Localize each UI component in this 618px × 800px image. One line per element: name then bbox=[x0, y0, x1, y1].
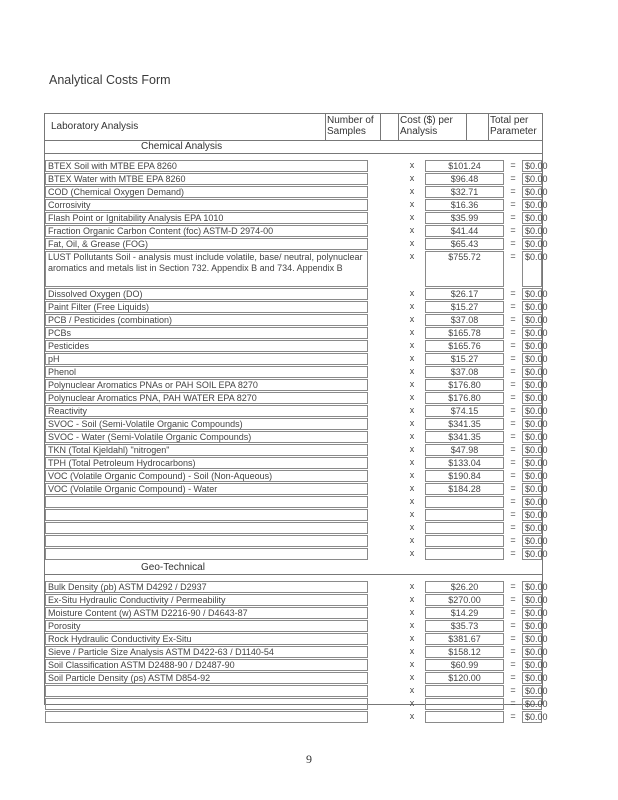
cost-cell: $74.15 bbox=[425, 405, 504, 417]
samples-multiplier: x bbox=[409, 353, 415, 363]
analysis-name-cell bbox=[45, 685, 368, 697]
cost-cell: $96.48 bbox=[425, 173, 504, 185]
equals-sign: = bbox=[510, 199, 516, 209]
equals-sign: = bbox=[510, 470, 516, 480]
equals-sign: = bbox=[510, 535, 516, 545]
table-row bbox=[45, 327, 548, 339]
table-row bbox=[45, 238, 548, 250]
equals-sign: = bbox=[510, 340, 516, 350]
analysis-name-cell: Soil Particle Density (ρs) ASTM D854-92 bbox=[45, 672, 368, 684]
page-number: 9 bbox=[306, 752, 312, 766]
total-cell: $0.00 bbox=[522, 633, 542, 645]
samples-multiplier: x bbox=[409, 379, 415, 389]
analysis-name-cell: Fat, Oil, & Grease (FOG) bbox=[45, 238, 368, 250]
header-divider bbox=[325, 114, 326, 140]
equals-sign: = bbox=[510, 698, 516, 708]
equals-sign: = bbox=[510, 444, 516, 454]
samples-multiplier: x bbox=[409, 173, 415, 183]
samples-multiplier: x bbox=[409, 457, 415, 467]
table-row bbox=[45, 594, 548, 606]
total-cell: $0.00 bbox=[522, 444, 542, 456]
table-row bbox=[45, 173, 548, 185]
section-header bbox=[45, 140, 542, 154]
header-divider bbox=[466, 114, 467, 140]
table-row bbox=[45, 522, 548, 534]
table-row bbox=[45, 581, 548, 593]
cost-cell bbox=[425, 509, 504, 521]
equals-sign: = bbox=[510, 160, 516, 170]
samples-multiplier: x bbox=[409, 659, 415, 669]
analysis-name-cell: VOC (Volatile Organic Compound) - Water bbox=[45, 483, 368, 495]
cost-cell: $60.99 bbox=[425, 659, 504, 671]
cost-cell: $47.98 bbox=[425, 444, 504, 456]
cost-cell: $120.00 bbox=[425, 672, 504, 684]
analysis-name-cell: Ex-Situ Hydraulic Conductivity / Permeability bbox=[45, 594, 368, 606]
cost-cell: $26.17 bbox=[425, 288, 504, 300]
cost-cell: $176.80 bbox=[425, 392, 504, 404]
total-cell: $0.00 bbox=[522, 301, 542, 313]
samples-multiplier: x bbox=[409, 581, 415, 591]
equals-sign: = bbox=[510, 620, 516, 630]
equals-sign: = bbox=[510, 225, 516, 235]
samples-multiplier: x bbox=[409, 251, 415, 261]
cost-cell: $190.84 bbox=[425, 470, 504, 482]
total-cell: $0.00 bbox=[522, 594, 542, 606]
cost-cell: $35.73 bbox=[425, 620, 504, 632]
table-row bbox=[45, 457, 548, 469]
samples-multiplier: x bbox=[409, 392, 415, 402]
header-cost-per-analysis: Cost ($) per Analysis bbox=[400, 115, 453, 137]
cost-cell: $270.00 bbox=[425, 594, 504, 606]
analysis-name-cell: Polynuclear Aromatics PNAs or PAH SOIL EPA 8270 bbox=[45, 379, 368, 391]
analysis-name-cell: Phenol bbox=[45, 366, 368, 378]
equals-sign: = bbox=[510, 457, 516, 467]
cost-cell: $165.78 bbox=[425, 327, 504, 339]
table-row bbox=[45, 301, 548, 313]
equals-sign: = bbox=[510, 581, 516, 591]
samples-multiplier: x bbox=[409, 327, 415, 337]
cost-cell: $381.67 bbox=[425, 633, 504, 645]
equals-sign: = bbox=[510, 509, 516, 519]
analysis-name-cell: Fraction Organic Carbon Content (foc) ASTM-D 2974-00 bbox=[45, 225, 368, 237]
table-row bbox=[45, 366, 548, 378]
table-row bbox=[45, 633, 548, 645]
analysis-name-cell: Dissolved Oxygen (DO) bbox=[45, 288, 368, 300]
cost-cell: $41.44 bbox=[425, 225, 504, 237]
samples-multiplier: x bbox=[409, 160, 415, 170]
equals-sign: = bbox=[510, 288, 516, 298]
total-cell: $0.00 bbox=[522, 340, 542, 352]
cost-cell bbox=[425, 548, 504, 560]
total-cell: $0.00 bbox=[522, 483, 542, 495]
samples-multiplier: x bbox=[409, 685, 415, 695]
samples-multiplier: x bbox=[409, 594, 415, 604]
table-row bbox=[45, 535, 548, 547]
cost-cell: $37.08 bbox=[425, 366, 504, 378]
equals-sign: = bbox=[510, 314, 516, 324]
equals-sign: = bbox=[510, 711, 516, 721]
equals-sign: = bbox=[510, 418, 516, 428]
total-cell: $0.00 bbox=[522, 392, 542, 404]
cost-cell: $32.71 bbox=[425, 186, 504, 198]
samples-multiplier: x bbox=[409, 522, 415, 532]
analysis-name-cell bbox=[45, 509, 368, 521]
total-cell: $0.00 bbox=[522, 186, 542, 198]
equals-sign: = bbox=[510, 392, 516, 402]
header-divider bbox=[380, 114, 381, 140]
table-row bbox=[45, 314, 548, 326]
cost-cell: $133.04 bbox=[425, 457, 504, 469]
table-row bbox=[45, 711, 548, 723]
equals-sign: = bbox=[510, 379, 516, 389]
analysis-name-cell: Reactivity bbox=[45, 405, 368, 417]
samples-multiplier: x bbox=[409, 620, 415, 630]
total-cell: $0.00 bbox=[522, 509, 542, 521]
samples-multiplier: x bbox=[409, 301, 415, 311]
equals-sign: = bbox=[510, 633, 516, 643]
section-title: Geo-Technical bbox=[141, 562, 205, 573]
table-row bbox=[45, 607, 548, 619]
equals-sign: = bbox=[510, 353, 516, 363]
equals-sign: = bbox=[510, 301, 516, 311]
total-cell: $0.00 bbox=[522, 366, 542, 378]
analysis-name-cell bbox=[45, 522, 368, 534]
total-cell: $0.00 bbox=[522, 522, 542, 534]
analysis-name-cell: Polynuclear Aromatics PNA, PAH WATER EPA 8270 bbox=[45, 392, 368, 404]
samples-multiplier: x bbox=[409, 483, 415, 493]
analysis-name-cell: pH bbox=[45, 353, 368, 365]
cost-cell: $176.80 bbox=[425, 379, 504, 391]
cost-cell: $14.29 bbox=[425, 607, 504, 619]
samples-multiplier: x bbox=[409, 607, 415, 617]
analytical-costs-table bbox=[44, 113, 548, 722]
total-cell: $0.00 bbox=[522, 646, 542, 658]
cost-cell bbox=[425, 685, 504, 697]
total-cell: $0.00 bbox=[522, 685, 542, 697]
table-row bbox=[45, 225, 548, 237]
analysis-name-cell: Soil Classification ASTM D2488-90 / D2487-90 bbox=[45, 659, 368, 671]
samples-multiplier: x bbox=[409, 366, 415, 376]
equals-sign: = bbox=[510, 186, 516, 196]
samples-multiplier: x bbox=[409, 314, 415, 324]
cost-cell: $16.36 bbox=[425, 199, 504, 211]
analysis-name-cell: Paint Filter (Free Liquids) bbox=[45, 301, 368, 313]
table-row bbox=[45, 418, 548, 430]
cost-cell: $341.35 bbox=[425, 431, 504, 443]
cost-cell: $755.72 bbox=[425, 251, 504, 287]
table-row bbox=[45, 470, 548, 482]
equals-sign: = bbox=[510, 212, 516, 222]
samples-multiplier: x bbox=[409, 444, 415, 454]
samples-multiplier: x bbox=[409, 431, 415, 441]
samples-multiplier: x bbox=[409, 405, 415, 415]
analysis-name-cell: Moisture Content (w) ASTM D2216-90 / D4643-87 bbox=[45, 607, 368, 619]
total-cell: $0.00 bbox=[522, 379, 542, 391]
analysis-name-cell: TKN (Total Kjeldahl) "nitrogen" bbox=[45, 444, 368, 456]
analysis-name-cell: COD (Chemical Oxygen Demand) bbox=[45, 186, 368, 198]
total-cell: $0.00 bbox=[522, 431, 542, 443]
table-row bbox=[45, 698, 548, 710]
analysis-name-cell: Porosity bbox=[45, 620, 368, 632]
analysis-name-cell bbox=[45, 548, 368, 560]
table-row bbox=[45, 496, 548, 508]
samples-multiplier: x bbox=[409, 672, 415, 682]
table-row bbox=[45, 392, 548, 404]
analysis-name-cell bbox=[45, 711, 368, 723]
equals-sign: = bbox=[510, 522, 516, 532]
analysis-name-cell: BTEX Water with MTBE EPA 8260 bbox=[45, 173, 368, 185]
table-row bbox=[45, 659, 548, 671]
equals-sign: = bbox=[510, 659, 516, 669]
total-cell: $0.00 bbox=[522, 535, 542, 547]
cost-cell: $184.28 bbox=[425, 483, 504, 495]
table-row bbox=[45, 646, 548, 658]
analysis-name-cell bbox=[45, 496, 368, 508]
equals-sign: = bbox=[510, 431, 516, 441]
analysis-name-cell bbox=[45, 535, 368, 547]
total-cell: $0.00 bbox=[522, 288, 542, 300]
total-cell: $0.00 bbox=[522, 160, 542, 172]
table-row bbox=[45, 160, 548, 172]
total-cell: $0.00 bbox=[522, 405, 542, 417]
analysis-name-cell: Rock Hydraulic Conductivity Ex-Situ bbox=[45, 633, 368, 645]
analysis-name-cell: Corrosivity bbox=[45, 199, 368, 211]
header-number-of-samples: Number of Samples bbox=[327, 115, 374, 137]
samples-multiplier: x bbox=[409, 496, 415, 506]
cost-cell bbox=[425, 535, 504, 547]
page-title: Analytical Costs Form bbox=[49, 73, 171, 87]
samples-multiplier: x bbox=[409, 418, 415, 428]
table-header bbox=[45, 114, 542, 141]
total-cell: $0.00 bbox=[522, 496, 542, 508]
equals-sign: = bbox=[510, 594, 516, 604]
total-cell: $0.00 bbox=[522, 698, 542, 710]
table-row bbox=[45, 186, 548, 198]
table-row bbox=[45, 444, 548, 456]
header-total-per-parameter: Total per Parameter bbox=[490, 115, 537, 137]
samples-multiplier: x bbox=[409, 288, 415, 298]
equals-sign: = bbox=[510, 327, 516, 337]
cost-cell bbox=[425, 496, 504, 508]
samples-multiplier: x bbox=[409, 225, 415, 235]
samples-multiplier: x bbox=[409, 340, 415, 350]
table-row bbox=[45, 672, 548, 684]
table-row bbox=[45, 251, 548, 287]
cost-cell bbox=[425, 522, 504, 534]
analysis-name-cell: Sieve / Particle Size Analysis ASTM D422-63 / D1140-54 bbox=[45, 646, 368, 658]
cost-cell bbox=[425, 711, 504, 723]
total-cell: $0.00 bbox=[522, 548, 542, 560]
analysis-name-cell: PCB / Pesticides (combination) bbox=[45, 314, 368, 326]
cost-cell: $158.12 bbox=[425, 646, 504, 658]
cost-cell: $15.27 bbox=[425, 353, 504, 365]
table-row bbox=[45, 199, 548, 211]
analysis-name-cell: LUST Pollutants Soil - analysis must include volatile, base/ neutral, polynuclear aromatics and metals list in Section 732. Appendix B and 734. Appendix B bbox=[45, 251, 368, 287]
cost-cell bbox=[425, 698, 504, 710]
total-cell: $0.00 bbox=[522, 457, 542, 469]
header-divider bbox=[398, 114, 399, 140]
total-cell: $0.00 bbox=[522, 353, 542, 365]
equals-sign: = bbox=[510, 251, 516, 261]
cost-cell: $65.43 bbox=[425, 238, 504, 250]
samples-multiplier: x bbox=[409, 509, 415, 519]
total-cell: $0.00 bbox=[522, 314, 542, 326]
total-cell: $0.00 bbox=[522, 212, 542, 224]
cost-cell: $165.76 bbox=[425, 340, 504, 352]
equals-sign: = bbox=[510, 496, 516, 506]
equals-sign: = bbox=[510, 685, 516, 695]
equals-sign: = bbox=[510, 173, 516, 183]
total-cell: $0.00 bbox=[522, 251, 542, 287]
analysis-name-cell: PCBs bbox=[45, 327, 368, 339]
cost-cell: $35.99 bbox=[425, 212, 504, 224]
samples-multiplier: x bbox=[409, 186, 415, 196]
analysis-name-cell: BTEX Soil with MTBE EPA 8260 bbox=[45, 160, 368, 172]
equals-sign: = bbox=[510, 405, 516, 415]
samples-multiplier: x bbox=[409, 199, 415, 209]
samples-multiplier: x bbox=[409, 646, 415, 656]
total-cell: $0.00 bbox=[522, 607, 542, 619]
table-row bbox=[45, 353, 548, 365]
analysis-name-cell: SVOC - Water (Semi-Volatile Organic Compounds) bbox=[45, 431, 368, 443]
total-cell: $0.00 bbox=[522, 581, 542, 593]
equals-sign: = bbox=[510, 672, 516, 682]
table-row bbox=[45, 212, 548, 224]
samples-multiplier: x bbox=[409, 698, 415, 708]
table-row bbox=[45, 379, 548, 391]
samples-multiplier: x bbox=[409, 548, 415, 558]
total-cell: $0.00 bbox=[522, 711, 542, 723]
total-cell: $0.00 bbox=[522, 173, 542, 185]
cost-cell: $341.35 bbox=[425, 418, 504, 430]
samples-multiplier: x bbox=[409, 535, 415, 545]
total-cell: $0.00 bbox=[522, 327, 542, 339]
analysis-name-cell: Flash Point or Ignitability Analysis EPA 1010 bbox=[45, 212, 368, 224]
table-row bbox=[45, 340, 548, 352]
analysis-name-cell: VOC (Volatile Organic Compound) - Soil (Non-Aqueous) bbox=[45, 470, 368, 482]
total-cell: $0.00 bbox=[522, 470, 542, 482]
table-row bbox=[45, 509, 548, 521]
table-row bbox=[45, 431, 548, 443]
total-cell: $0.00 bbox=[522, 620, 542, 632]
samples-multiplier: x bbox=[409, 633, 415, 643]
samples-multiplier: x bbox=[409, 711, 415, 721]
equals-sign: = bbox=[510, 238, 516, 248]
analysis-name-cell: Pesticides bbox=[45, 340, 368, 352]
analysis-name-cell: TPH (Total Petroleum Hydrocarbons) bbox=[45, 457, 368, 469]
header-laboratory-analysis: Laboratory Analysis bbox=[51, 121, 139, 132]
cost-cell: $37.08 bbox=[425, 314, 504, 326]
equals-sign: = bbox=[510, 646, 516, 656]
cost-cell: $101.24 bbox=[425, 160, 504, 172]
total-cell: $0.00 bbox=[522, 418, 542, 430]
analysis-name-cell: Bulk Density (ρb) ASTM D4292 / D2937 bbox=[45, 581, 368, 593]
table-row bbox=[45, 483, 548, 495]
section-title: Chemical Analysis bbox=[141, 141, 223, 152]
analysis-name-cell bbox=[45, 698, 368, 710]
total-cell: $0.00 bbox=[522, 672, 542, 684]
total-cell: $0.00 bbox=[522, 199, 542, 211]
equals-sign: = bbox=[510, 548, 516, 558]
table-row bbox=[45, 288, 548, 300]
total-cell: $0.00 bbox=[522, 225, 542, 237]
total-cell: $0.00 bbox=[522, 238, 542, 250]
cost-cell: $15.27 bbox=[425, 301, 504, 313]
analysis-name-cell: SVOC - Soil (Semi-Volatile Organic Compounds) bbox=[45, 418, 368, 430]
equals-sign: = bbox=[510, 607, 516, 617]
header-divider bbox=[488, 114, 489, 140]
equals-sign: = bbox=[510, 366, 516, 376]
table-row bbox=[45, 620, 548, 632]
samples-multiplier: x bbox=[409, 470, 415, 480]
table-row bbox=[45, 405, 548, 417]
table-row bbox=[45, 548, 548, 560]
total-cell: $0.00 bbox=[522, 659, 542, 671]
samples-multiplier: x bbox=[409, 238, 415, 248]
section-header bbox=[45, 561, 542, 575]
samples-multiplier: x bbox=[409, 212, 415, 222]
cost-cell: $26.20 bbox=[425, 581, 504, 593]
table-row bbox=[45, 685, 548, 697]
equals-sign: = bbox=[510, 483, 516, 493]
